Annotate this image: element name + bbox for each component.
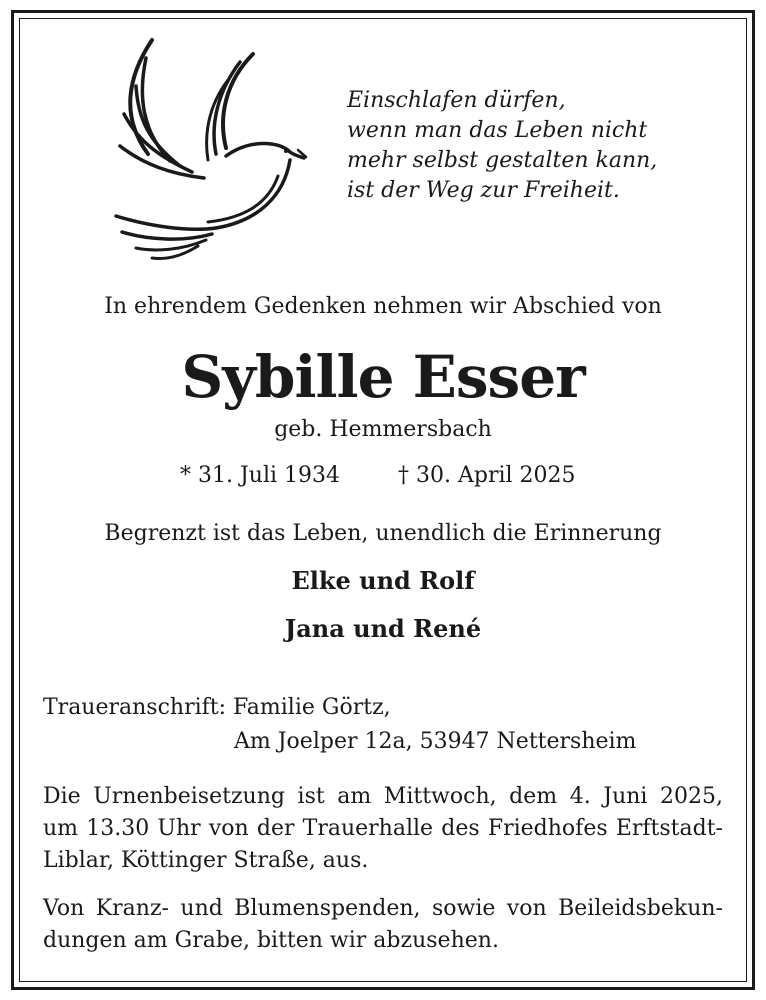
poem <box>347 86 657 206</box>
burial-notice <box>43 781 723 877</box>
motto: Begrenzt ist das Leben, unendlich die Erinnerung <box>104 521 662 546</box>
poem-line: ist der Weg zur Freiheit. <box>347 178 620 203</box>
donation-note <box>43 893 723 957</box>
poem-line: mehr selbst gestalten kann, <box>347 148 658 173</box>
burial-line: Liblar, Köttinger Straße, aus. <box>43 848 369 873</box>
intro-text: In ehrendem Gedenken nehmen wir Abschied von <box>104 294 662 319</box>
poem-line: Einschlafen dürfen, <box>347 88 566 113</box>
poem-line: wenn man das Leben nicht <box>347 118 648 143</box>
burial-line: um 13.30 Uhr von der Trauerhalle des Friedhofes Erftstadt- <box>43 816 723 841</box>
deceased-name: Sybille Esser <box>181 343 585 411</box>
mourner-name: Jana und René <box>284 614 482 643</box>
birth-date: * 31. Juli 1934 <box>180 463 341 488</box>
note-line: dungen am Grabe, bitten wir abzusehen. <box>43 928 499 953</box>
note-line: Von Kranz- und Blumenspenden, sowie von Beileidsbekun- <box>43 896 723 921</box>
maiden-name: geb. Hemmersbach <box>274 417 492 442</box>
death-date: † 30. April 2025 <box>398 463 576 488</box>
mourner-name: Elke und Rolf <box>291 566 475 595</box>
burial-line: Die Urnenbeisetzung ist am Mittwoch, dem 4. Juni 2025, <box>43 784 723 809</box>
address-line: Am Joelper 12a, 53947 Nettersheim <box>234 729 637 754</box>
dove-icon <box>108 36 308 261</box>
address-line: Traueranschrift: Familie Görtz, <box>43 695 391 720</box>
